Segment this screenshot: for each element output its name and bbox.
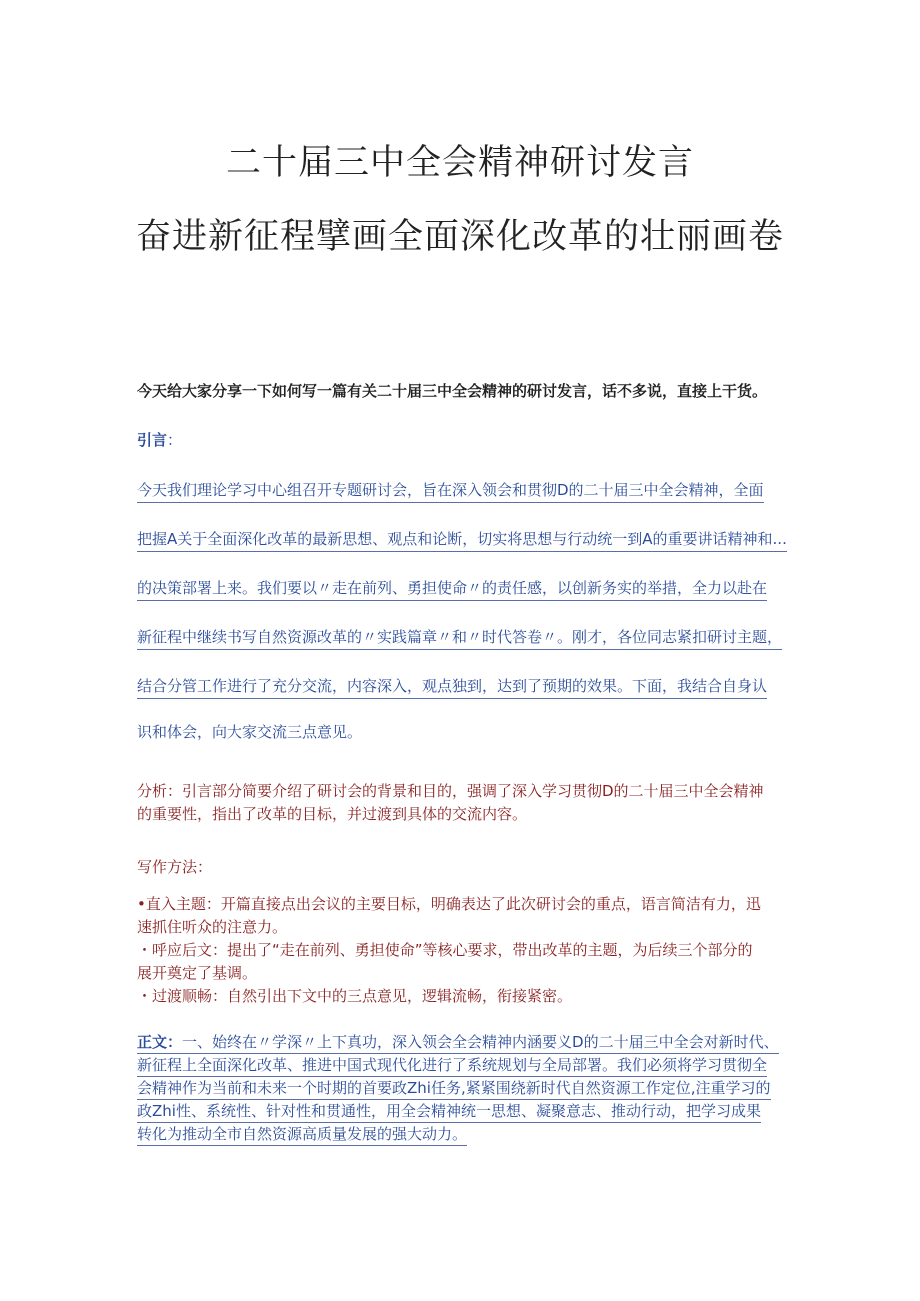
body-paragraph [137, 1031, 797, 1146]
method-list [137, 893, 807, 1008]
preface-line[interactable]: 把握A关于全面深化改革的最新思想、观点和论断，切实将思想与行动统一到A的重要讲话精神和... [137, 529, 787, 552]
method-heading: 写作方法： [137, 858, 213, 876]
document-subtitle: 奋进新征程擘画全面深化改革的壮丽画卷 [135, 217, 784, 257]
method-line: ・过渡顺畅：自然引出下文中的三点意见，逻辑流畅，衔接紧密。 [137, 987, 573, 1005]
analysis-paragraph [137, 780, 797, 826]
preface-heading [137, 430, 182, 450]
body-line[interactable]: 正文：一、始终在〃学深〃上下真功，深入领会全会精神内涵要义D的二十届三中全会对新时代、 [137, 1031, 779, 1054]
body-line[interactable]: 转化为推动全市自然资源高质量发展的强大动力。 [137, 1123, 467, 1146]
document-title: 二十届三中全会精神研讨发言 [225, 143, 694, 183]
body-line[interactable]: 政Zhi性、系统性、针对性和贯通性，用全会精神统一思想、凝聚意志、推动行动，把学习成果 [137, 1100, 761, 1123]
body-label: 正文： [137, 1033, 183, 1051]
preface-line[interactable]: 今天我们理论学习中心组召开专题研讨会，旨在深入领会和贯彻D的二十届三中全会精神，全面 [137, 480, 764, 503]
body-line[interactable]: 会精神作为当前和未来一个时期的首要政Zhi任务,紧紧围绕新时代自然资源工作定位,注重学习的 [137, 1077, 771, 1100]
intro-paragraph: 今天给大家分享一下如何写一篇有关二十届三中全会精神的研讨发言，话不多说，直接上干货。 [137, 382, 768, 400]
analysis-line: 的重要性，指出了改革的目标，并过渡到具体的交流内容。 [137, 805, 528, 823]
preface-colon: ： [167, 431, 183, 449]
analysis-line: 分析：引言部分简要介绍了研讨会的背景和目的，强调了深入学习贯彻D的二十届三中全会精神 [137, 782, 764, 800]
preface-label: 引言 [137, 431, 168, 449]
method-line: •直入主题：开篇直接点出会议的主要目标，明确表达了此次研讨会的重点，语言简洁有力，迅 [137, 895, 761, 913]
preface-line[interactable]: 结合分管工作进行了充分交流，内容深入，观点独到，达到了预期的效果。下面，我结合自身认 [137, 676, 767, 699]
method-line: 展开奠定了基调。 [137, 964, 258, 982]
preface-line[interactable]: 新征程中继续书写自然资源改革的〃实践篇章〃和〃时代答卷〃。刚才，各位同志紧扣研讨主题， [137, 627, 782, 650]
method-line: ・呼应后文：提出了“走在前列、勇担使命”等核心要求，带出改革的主题，为后续三个部分的 [137, 941, 753, 959]
body-line[interactable]: 新征程上全面深化改革、推进中国式现代化进行了系统规划与全局部署。我们必须将学习贯彻全 [137, 1054, 767, 1077]
method-line: 速抓住听众的注意力。 [137, 918, 288, 936]
preface-line: 识和体会，向大家交流三点意见。 [137, 723, 363, 741]
preface-line[interactable]: 的决策部署上来。我们要以〃走在前列、勇担使命〃的责任感，以创新务实的举措，全力以赴在 [137, 578, 767, 601]
